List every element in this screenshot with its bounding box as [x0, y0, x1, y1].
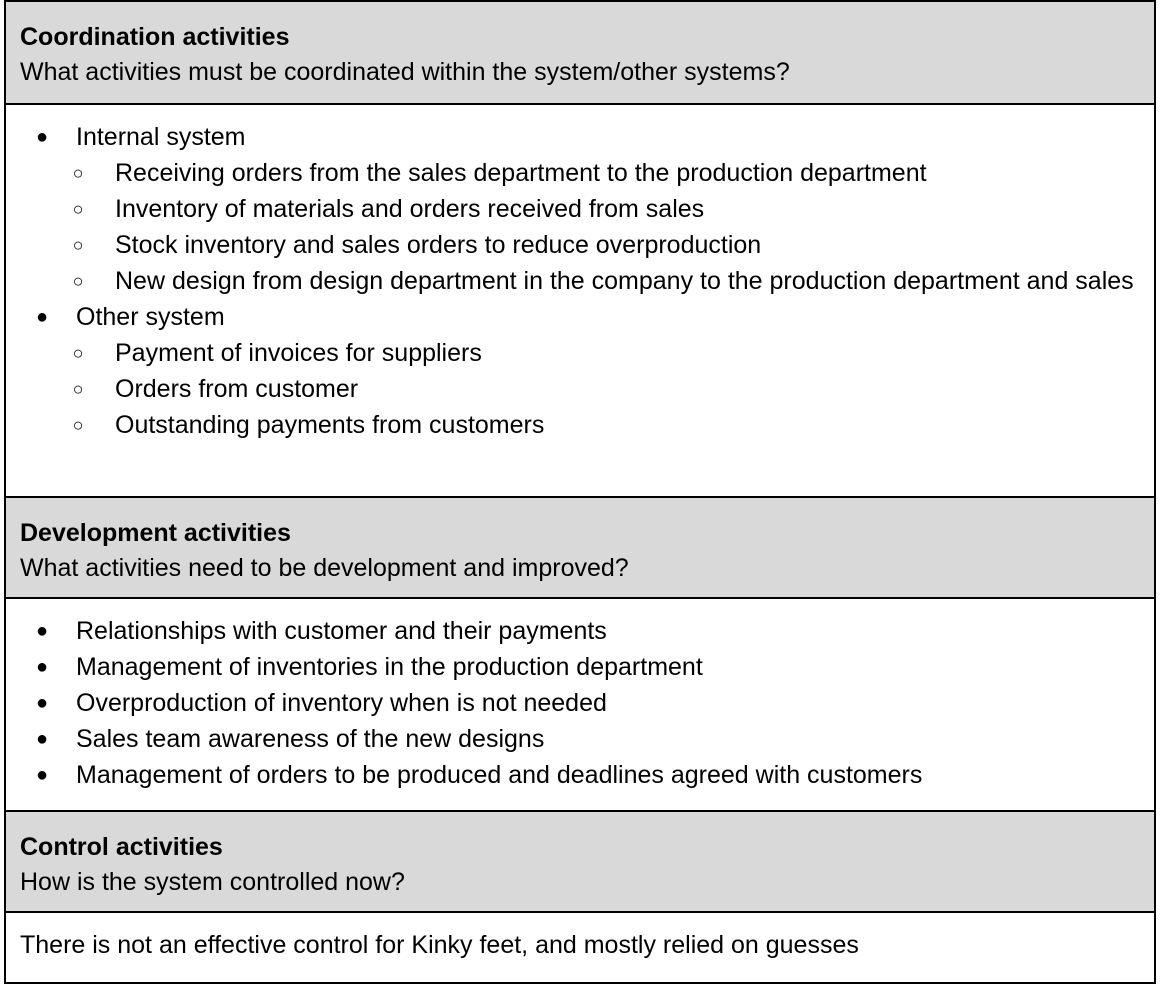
list-item-text: Outstanding payments from customers — [115, 411, 545, 439]
list-item — [20, 721, 1140, 757]
group-label: Internal system — [76, 123, 246, 151]
list-item — [72, 263, 1140, 299]
filled-bullet-icon: ● — [35, 764, 49, 786]
list-item — [20, 649, 1140, 685]
hollow-bullet-icon: ○ — [72, 163, 84, 183]
hollow-bullet-icon: ○ — [72, 235, 84, 255]
development-list — [20, 613, 1140, 793]
control-question: How is the system controlled now? — [20, 868, 405, 896]
list-item-text: Overproduction of inventory when is not needed — [76, 689, 607, 717]
development-question: What activities need to be development and improved? — [20, 554, 629, 582]
development-section — [6, 496, 1154, 810]
coordination-body — [6, 104, 1154, 496]
list-item-text: Management of orders to be produced and deadlines agreed with customers — [76, 761, 923, 789]
list-item-text: Relationships with customer and their payments — [76, 617, 607, 645]
internal-system-sublist — [72, 155, 1140, 299]
hollow-bullet-icon: ○ — [72, 343, 84, 363]
list-item-text: Receiving orders from the sales department to the production department — [115, 159, 927, 187]
list-item — [20, 757, 1140, 793]
group-label: Other system — [76, 303, 225, 331]
coordination-section — [6, 0, 1154, 496]
list-item-other-system — [20, 299, 1140, 443]
filled-bullet-icon: ● — [35, 692, 49, 714]
hollow-bullet-icon: ○ — [72, 379, 84, 399]
list-item — [20, 685, 1140, 721]
coordination-title: Coordination activities — [20, 23, 290, 51]
control-title: Control activities — [20, 833, 223, 861]
coordination-header — [6, 0, 1154, 104]
hollow-bullet-icon: ○ — [72, 199, 84, 219]
list-item — [20, 613, 1140, 649]
activities-table — [4, 0, 1156, 984]
control-section — [6, 810, 1154, 982]
list-item — [72, 335, 1140, 371]
list-item-text: Management of inventories in the production department — [76, 653, 703, 681]
list-item-text: Inventory of materials and orders received from sales — [115, 195, 705, 223]
filled-bullet-icon: ● — [35, 656, 49, 678]
list-item — [72, 407, 1140, 443]
list-item — [72, 155, 1140, 191]
list-item-text: Payment of invoices for suppliers — [115, 339, 482, 367]
list-item-text: Sales team awareness of the new designs — [76, 725, 545, 753]
control-answer: There is not an effective control for Kinky feet, and mostly relied on guesses — [20, 931, 859, 959]
development-title: Development activities — [20, 519, 291, 547]
control-header — [6, 810, 1154, 912]
list-item-text: New design from design department in the company to the production department and sales — [115, 267, 1134, 295]
development-header — [6, 496, 1154, 598]
filled-bullet-icon: ● — [35, 728, 49, 750]
list-item — [72, 371, 1140, 407]
coordination-question: What activities must be coordinated within the system/other systems? — [20, 58, 790, 86]
other-system-sublist — [72, 335, 1140, 443]
list-item-internal-system — [20, 119, 1140, 299]
control-body — [6, 912, 1154, 982]
list-item — [72, 191, 1140, 227]
coordination-list — [20, 119, 1140, 443]
filled-bullet-icon: ● — [35, 620, 49, 642]
development-body — [6, 598, 1154, 810]
hollow-bullet-icon: ○ — [72, 415, 84, 435]
filled-bullet-icon: ● — [35, 126, 49, 148]
list-item-text: Stock inventory and sales orders to reduce overproduction — [115, 231, 762, 259]
list-item-text: Orders from customer — [115, 375, 359, 403]
list-item — [72, 227, 1140, 263]
filled-bullet-icon: ● — [35, 306, 49, 328]
hollow-bullet-icon: ○ — [72, 271, 84, 291]
